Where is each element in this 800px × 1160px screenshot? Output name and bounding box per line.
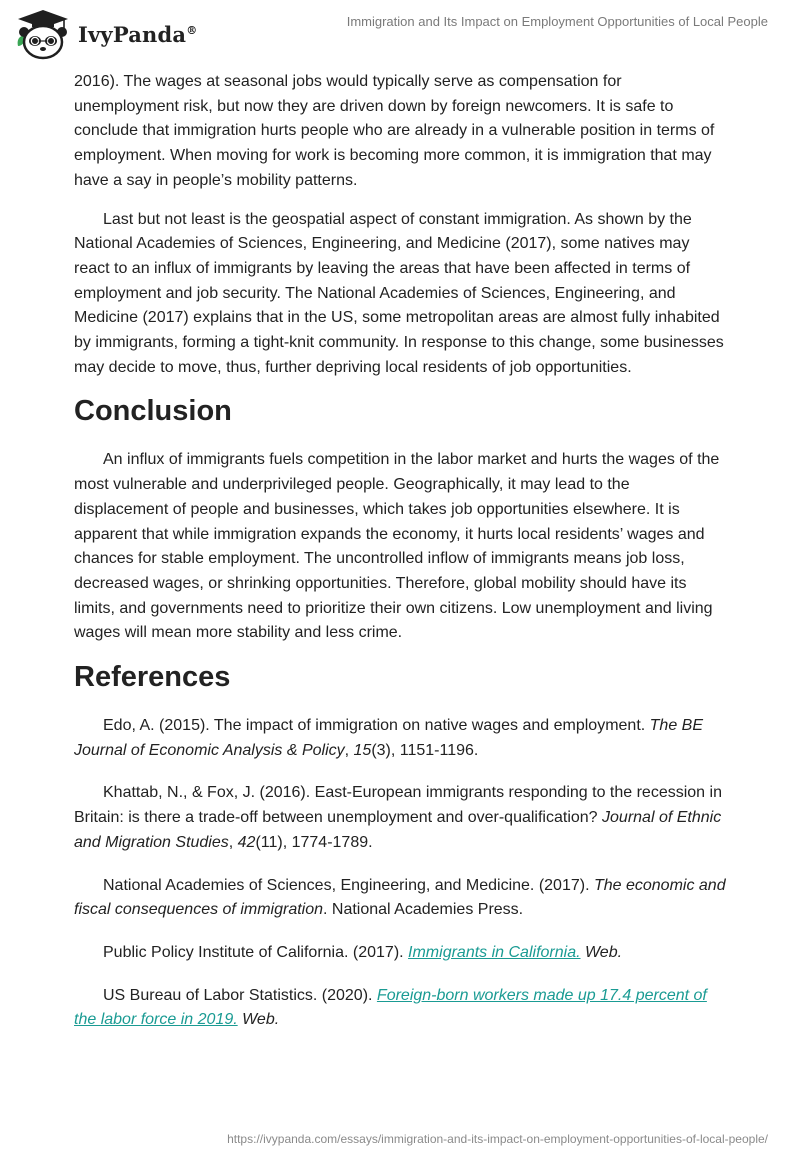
panda-mascot-icon: [14, 8, 72, 60]
reference-link-foreign-born-workers[interactable]: Foreign-born workers made up 17.4 percent of the labor force in 2019.: [74, 986, 707, 1029]
references-heading: References: [74, 661, 231, 694]
reference-list: [74, 714, 726, 1033]
running-title: Immigration and Its Impact on Employment Opportunities of Local People: [346, 14, 768, 29]
reference-item: Khattab, N., & Fox, J. (2016). East-European immigrants responding to the recession in Britain: is there a trade-off between unemployment and over-qualification? Journal of Ethnic and Migration Studies, 42(11), 1774-1789.: [74, 784, 722, 851]
reference-item: Public Policy Institute of California. (2017). Immigrants in California. Web.: [103, 943, 623, 961]
page-header: [0, 0, 800, 70]
body-paragraph: Last but not least is the geospatial aspect of constant immigration. As shown by the National Academies of Sciences, Engineering, and Medicine (2017), some natives may react to an influx of immigrants by leaving the areas that have been affected in terms of employment and job security. The National Academies of Sciences, Engineering, and Medicine (2017) explains that in the US, some metropolitan areas are almost fully inhabited by immigrants, forming a tight-knit community. In response to this change, some businesses may decide to move, thus, further depriving local residents of job opportunities.: [74, 210, 724, 376]
ivypanda-logo[interactable]: [14, 8, 197, 60]
conclusion-heading: Conclusion: [74, 395, 232, 428]
essay-content: [74, 70, 726, 1051]
reference-item: National Academies of Sciences, Engineering, and Medicine. (2017). The economic and fiscal consequences of immigration. National Academies Press.: [74, 876, 726, 919]
brand-name: IvyPanda®: [78, 21, 198, 47]
footer-url[interactable]: https://ivypanda.com/essays/immigration-and-its-impact-on-employment-opportunities-of-local-people/: [227, 1132, 768, 1146]
reference-link-immigrants-in-california[interactable]: Immigrants in California.: [408, 943, 581, 961]
conclusion-paragraph: An influx of immigrants fuels competition in the labor market and hurts the wages of the most vulnerable and underprivileged people. Geographically, it may lead to the displacement of people and businesses, which takes job opportunities elsewhere. It is apparent that while immigration expands the economy, it hurts local residents’ wages and chances for stable employment. The uncontrolled inflow of immigrants means job loss, decreased wages, or shrinking opportunities. Therefore, global mobility should have its limits, and governments need to prioritize their own citizens. Low unemployment and living wages will mean more stability and less crime.: [74, 451, 720, 642]
reference-item: Edo, A. (2015). The impact of immigration on native wages and employment. The BE Journal of Economic Analysis & Policy, 15(3), 1151-1196.: [74, 717, 704, 759]
body-paragraph: 2016). The wages at seasonal jobs would typically serve as compensation for unemployment risk, but now they are driven down by foreign newcomers. It is safe to conclude that immigration hurts people who are already in a vulnerable position in terms of employment. When moving for work is becoming more common, it is immigration that may have a say in people’s mobility patterns.: [74, 73, 715, 189]
reference-item: US Bureau of Labor Statistics. (2020). Foreign-born workers made up 17.4 percent of the labor force in 2019. Web.: [74, 986, 707, 1029]
